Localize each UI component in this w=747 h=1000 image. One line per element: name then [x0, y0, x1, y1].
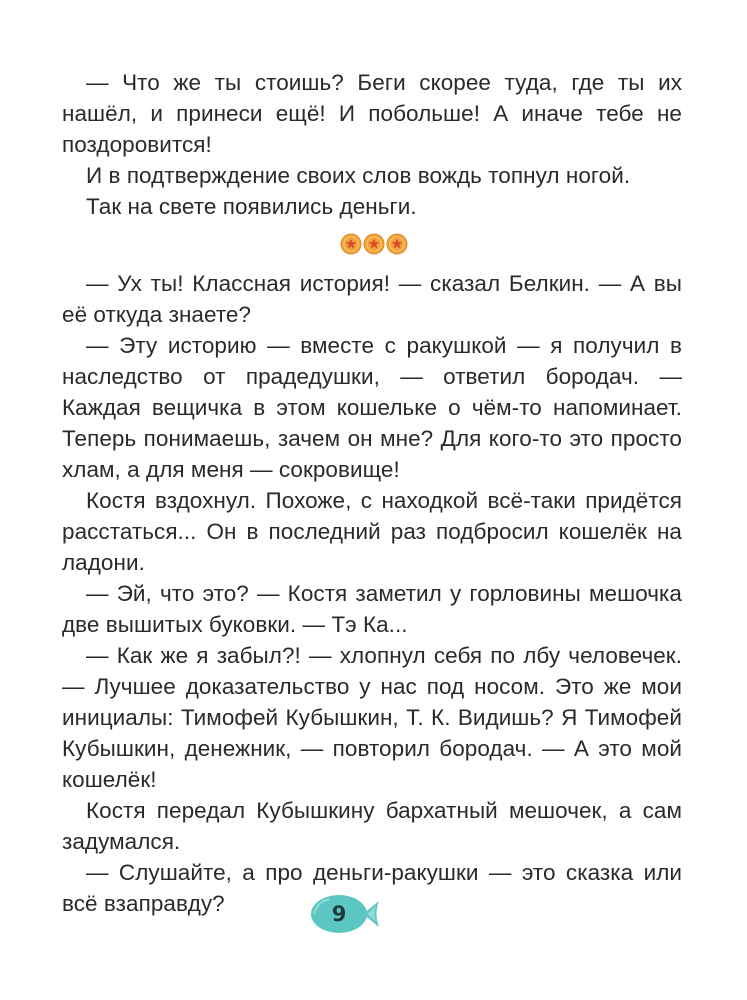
page-number: 9: [331, 902, 347, 926]
paragraph: — Что же ты стоишь? Беги скорее туда, где ты их нашёл, и принеси ещё! И побольше! А иначе тебе не поздоровится!: [62, 70, 682, 157]
paragraph: — Эту историю — вместе с ракушкой — я получил в наследство от прадедушки, — ответил бородач. — Каждая вещичка в этом кошельке о чём-то напоминает. Теперь понимаешь, зачем он мне? Для кого-то это просто хлам, а для меня — сокровище!: [62, 333, 682, 482]
paragraph: — Ух ты! Классная история! — сказал Белкин. — А вы её откуда знаете?: [62, 271, 682, 327]
paragraph: — Эй, что это? — Костя заметил у горловины мешочка две вышитых буковки. — Тэ Ка...: [62, 581, 682, 637]
section-divider: [0, 233, 747, 257]
coin-icon: [386, 233, 408, 255]
text-block-main: [62, 268, 682, 919]
paragraph: Костя вздохнул. Похоже, с находкой всё-таки придётся расстаться... Он в последний раз подбросил кошелёк на ладони.: [62, 488, 682, 575]
paragraph: Так на свете появились деньги.: [86, 194, 417, 219]
text-block-top: [62, 67, 682, 222]
paragraph: Костя передал Кубышкину бархатный мешочек, а сам задумался.: [62, 798, 682, 854]
coin-icon: [363, 233, 385, 255]
page-number-badge: [310, 893, 380, 935]
paragraph: И в подтверждение своих слов вождь топнул ногой.: [86, 163, 631, 188]
paragraph: — Как же я забыл?! — хлопнул себя по лбу человечек. — Лучшее доказательство у нас под носом. Это же мои инициалы: Тимофей Кубышкин, Т. К. Видишь? Я Тимофей Кубышкин, денежник, — повторил бородач. — А это мой кошелёк!: [62, 643, 682, 792]
coin-icon: [340, 233, 362, 255]
paragraph: — Слушайте, а про деньги-ракушки — это сказка или всё взаправду?: [62, 860, 682, 916]
